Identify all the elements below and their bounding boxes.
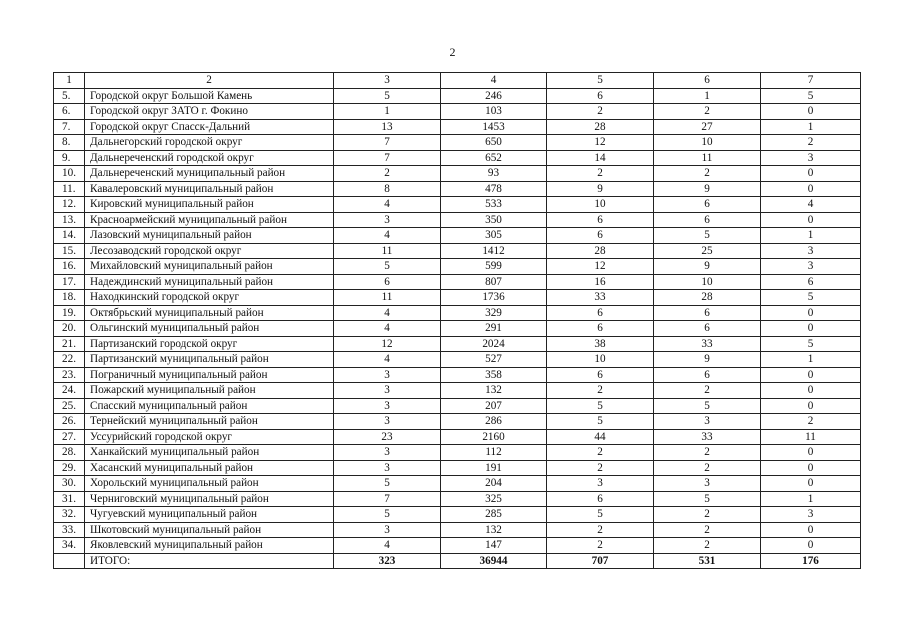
row-number-cell: 32. [54,507,85,523]
col6-cell: 2 [654,460,761,476]
district-name-cell: ИТОГО: [85,553,334,569]
col6-cell: 1 [654,88,761,104]
col4-cell: 305 [441,228,547,244]
col4-cell: 533 [441,197,547,213]
col7-cell: 5 [761,88,861,104]
table-row [54,491,861,507]
table-row [54,166,861,182]
col4-cell: 132 [441,522,547,538]
table-row [54,522,861,538]
district-name-cell: Дальнереченский муниципальный район [85,166,334,182]
district-name-cell: Пограничный муниципальный район [85,367,334,383]
table-row [54,352,861,368]
col6-cell: 3 [654,414,761,430]
col3-cell: 3 [334,522,441,538]
row-number-cell: 16. [54,259,85,275]
col6-cell: 27 [654,119,761,135]
col7-cell: 11 [761,429,861,445]
row-number-cell: 27. [54,429,85,445]
district-name-cell: Находкинский городской округ [85,290,334,306]
col6-cell: 33 [654,429,761,445]
col5-cell: 2 [547,522,654,538]
col4-cell: 652 [441,150,547,166]
col4-cell: 132 [441,383,547,399]
district-name-cell: Дальнегорский городской округ [85,135,334,151]
col5-cell: 28 [547,243,654,259]
district-name-cell: Кировский муниципальный район [85,197,334,213]
row-number-cell: 25. [54,398,85,414]
col6-cell: 6 [654,73,761,89]
row-number-cell: 31. [54,491,85,507]
col7-cell: 0 [761,305,861,321]
col7-cell: 0 [761,321,861,337]
col7-cell: 0 [761,181,861,197]
col7-cell: 1 [761,491,861,507]
col5-cell: 2 [547,166,654,182]
col7-cell: 3 [761,259,861,275]
col3-cell: 3 [334,73,441,89]
col6-cell: 33 [654,336,761,352]
district-name-cell: Городской округ Большой Камень [85,88,334,104]
district-name-cell: Лазовский муниципальный район [85,228,334,244]
col5-cell: 12 [547,135,654,151]
col5-cell: 10 [547,197,654,213]
col5-cell: 2 [547,445,654,461]
col3-cell: 7 [334,491,441,507]
col6-cell: 11 [654,150,761,166]
col5-cell: 28 [547,119,654,135]
col7-cell: 176 [761,553,861,569]
col7-cell: 0 [761,383,861,399]
col6-cell: 9 [654,352,761,368]
table-row [54,414,861,430]
col5-cell: 707 [547,553,654,569]
row-number-cell: 1 [54,73,85,89]
col3-cell: 3 [334,460,441,476]
col4-cell: 204 [441,476,547,492]
col7-cell: 1 [761,119,861,135]
col7-cell: 0 [761,476,861,492]
table-row [54,274,861,290]
col7-cell: 0 [761,212,861,228]
col4-cell: 191 [441,460,547,476]
col4-cell: 2160 [441,429,547,445]
col7-cell: 2 [761,414,861,430]
col7-cell: 0 [761,522,861,538]
col4-cell: 807 [441,274,547,290]
col6-cell: 531 [654,553,761,569]
col6-cell: 2 [654,166,761,182]
col5-cell: 38 [547,336,654,352]
total-row [54,553,861,569]
row-number-cell: 34. [54,538,85,554]
district-name-cell: Ханкайский муниципальный район [85,445,334,461]
col3-cell: 5 [334,507,441,523]
col6-cell: 6 [654,321,761,337]
district-name-cell: Михайловский муниципальный район [85,259,334,275]
col5-cell: 6 [547,491,654,507]
col4-cell: 1453 [441,119,547,135]
col3-cell: 4 [334,321,441,337]
table-row [54,88,861,104]
table-row [54,228,861,244]
col6-cell: 28 [654,290,761,306]
row-number-cell: 11. [54,181,85,197]
col6-cell: 25 [654,243,761,259]
table-row [54,212,861,228]
col7-cell: 4 [761,197,861,213]
col7-cell: 1 [761,228,861,244]
col7-cell: 1 [761,352,861,368]
row-number-cell: 10. [54,166,85,182]
table-header-row [54,73,861,89]
col3-cell: 23 [334,429,441,445]
table-row [54,119,861,135]
table-row [54,259,861,275]
row-number-cell: 30. [54,476,85,492]
col4-cell: 2024 [441,336,547,352]
table-row [54,181,861,197]
col3-cell: 3 [334,398,441,414]
col5-cell: 5 [547,507,654,523]
table-row [54,290,861,306]
col4-cell: 650 [441,135,547,151]
col6-cell: 5 [654,398,761,414]
district-name-cell: Чугуевский муниципальный район [85,507,334,523]
district-name-cell: Спасский муниципальный район [85,398,334,414]
page-number: 2 [449,45,456,59]
col3-cell: 323 [334,553,441,569]
row-number-cell: 28. [54,445,85,461]
col6-cell: 6 [654,367,761,383]
col7-cell: 3 [761,507,861,523]
row-number-cell: 26. [54,414,85,430]
col6-cell: 10 [654,135,761,151]
col4-cell: 147 [441,538,547,554]
col4-cell: 93 [441,166,547,182]
col4-cell: 599 [441,259,547,275]
district-name-cell: Уссурийский городской округ [85,429,334,445]
col3-cell: 3 [334,212,441,228]
col6-cell: 2 [654,383,761,399]
table-row [54,150,861,166]
col7-cell: 0 [761,166,861,182]
col5-cell: 12 [547,259,654,275]
col5-cell: 2 [547,104,654,120]
col6-cell: 10 [654,274,761,290]
row-number-cell: 7. [54,119,85,135]
row-number-cell: 12. [54,197,85,213]
table-row [54,429,861,445]
col7-cell: 7 [761,73,861,89]
col4-cell: 478 [441,181,547,197]
col4-cell: 4 [441,73,547,89]
col4-cell: 103 [441,104,547,120]
district-name-cell: Лесозаводский городской округ [85,243,334,259]
col3-cell: 3 [334,414,441,430]
row-number-cell: 6. [54,104,85,120]
col4-cell: 350 [441,212,547,228]
col5-cell: 3 [547,476,654,492]
col3-cell: 4 [334,538,441,554]
district-name-cell: Черниговский муниципальный район [85,491,334,507]
col6-cell: 9 [654,259,761,275]
col5-cell: 9 [547,181,654,197]
col7-cell: 5 [761,290,861,306]
table-row [54,538,861,554]
col5-cell: 5 [547,398,654,414]
row-number-cell: 17. [54,274,85,290]
col3-cell: 1 [334,104,441,120]
col3-cell: 3 [334,383,441,399]
row-number-cell: 9. [54,150,85,166]
col3-cell: 5 [334,476,441,492]
col7-cell: 2 [761,135,861,151]
table-row [54,383,861,399]
col3-cell: 11 [334,243,441,259]
statistics-table [53,72,861,569]
col6-cell: 2 [654,507,761,523]
table-row [54,367,861,383]
district-name-cell: Партизанский городской округ [85,336,334,352]
district-name-cell: Хорольский муниципальный район [85,476,334,492]
col5-cell: 2 [547,538,654,554]
col5-cell: 2 [547,383,654,399]
row-number-cell: 5. [54,88,85,104]
district-name-cell: Городской округ Спасск-Дальний [85,119,334,135]
table-row [54,476,861,492]
col5-cell: 14 [547,150,654,166]
col3-cell: 7 [334,150,441,166]
col5-cell: 6 [547,88,654,104]
col3-cell: 12 [334,336,441,352]
row-number-cell: 20. [54,321,85,337]
col6-cell: 6 [654,305,761,321]
col3-cell: 8 [334,181,441,197]
col4-cell: 36944 [441,553,547,569]
col3-cell: 4 [334,352,441,368]
col4-cell: 207 [441,398,547,414]
col5-cell: 6 [547,212,654,228]
col3-cell: 2 [334,166,441,182]
col3-cell: 13 [334,119,441,135]
district-name-cell: 2 [85,73,334,89]
table-row [54,507,861,523]
col3-cell: 6 [334,274,441,290]
row-number-cell: 18. [54,290,85,306]
col5-cell: 10 [547,352,654,368]
col5-cell: 16 [547,274,654,290]
col5-cell: 5 [547,73,654,89]
col7-cell: 6 [761,274,861,290]
district-name-cell: Яковлевский муниципальный район [85,538,334,554]
row-number-cell: 15. [54,243,85,259]
col4-cell: 286 [441,414,547,430]
district-name-cell: Партизанский муниципальный район [85,352,334,368]
col6-cell: 6 [654,197,761,213]
col3-cell: 3 [334,445,441,461]
district-name-cell: Красноармейский муниципальный район [85,212,334,228]
col3-cell: 5 [334,88,441,104]
table-row [54,197,861,213]
col6-cell: 5 [654,491,761,507]
col6-cell: 3 [654,476,761,492]
col7-cell: 0 [761,460,861,476]
district-name-cell: Тернейский муниципальный район [85,414,334,430]
col6-cell: 5 [654,228,761,244]
col6-cell: 2 [654,538,761,554]
district-name-cell: Октябрьский муниципальный район [85,305,334,321]
col7-cell: 0 [761,445,861,461]
col3-cell: 11 [334,290,441,306]
row-number-cell: 19. [54,305,85,321]
col6-cell: 9 [654,181,761,197]
row-number-cell: 33. [54,522,85,538]
col4-cell: 112 [441,445,547,461]
district-name-cell: Пожарский муниципальный район [85,383,334,399]
col6-cell: 2 [654,445,761,461]
col7-cell: 3 [761,243,861,259]
col5-cell: 33 [547,290,654,306]
row-number-cell: 14. [54,228,85,244]
row-number-cell [54,553,85,569]
table-row [54,398,861,414]
col4-cell: 1736 [441,290,547,306]
row-number-cell: 24. [54,383,85,399]
col7-cell: 0 [761,398,861,414]
col3-cell: 4 [334,305,441,321]
col7-cell: 0 [761,538,861,554]
col6-cell: 2 [654,104,761,120]
col5-cell: 6 [547,321,654,337]
col6-cell: 2 [654,522,761,538]
col4-cell: 291 [441,321,547,337]
col5-cell: 6 [547,367,654,383]
col6-cell: 6 [654,212,761,228]
col3-cell: 7 [334,135,441,151]
row-number-cell: 29. [54,460,85,476]
col7-cell: 0 [761,104,861,120]
district-name-cell: Кавалеровский муниципальный район [85,181,334,197]
district-name-cell: Шкотовский муниципальный район [85,522,334,538]
col4-cell: 285 [441,507,547,523]
district-name-cell: Дальнереченский городской округ [85,150,334,166]
table-row [54,445,861,461]
col5-cell: 44 [547,429,654,445]
col3-cell: 4 [334,228,441,244]
col3-cell: 4 [334,197,441,213]
col4-cell: 246 [441,88,547,104]
table-row [54,460,861,476]
col5-cell: 6 [547,228,654,244]
col4-cell: 358 [441,367,547,383]
table-row [54,336,861,352]
district-name-cell: Городской округ ЗАТО г. Фокино [85,104,334,120]
col5-cell: 2 [547,460,654,476]
table-row [54,135,861,151]
col7-cell: 5 [761,336,861,352]
col4-cell: 1412 [441,243,547,259]
col4-cell: 325 [441,491,547,507]
table-row [54,305,861,321]
row-number-cell: 23. [54,367,85,383]
col4-cell: 329 [441,305,547,321]
district-name-cell: Хасанский муниципальный район [85,460,334,476]
col5-cell: 5 [547,414,654,430]
col7-cell: 3 [761,150,861,166]
col3-cell: 3 [334,367,441,383]
table-row [54,321,861,337]
district-name-cell: Ольгинский муниципальный район [85,321,334,337]
district-name-cell: Надеждинский муниципальный район [85,274,334,290]
row-number-cell: 22. [54,352,85,368]
col4-cell: 527 [441,352,547,368]
row-number-cell: 8. [54,135,85,151]
table-row [54,243,861,259]
col5-cell: 6 [547,305,654,321]
row-number-cell: 21. [54,336,85,352]
table-row [54,104,861,120]
col7-cell: 0 [761,367,861,383]
col3-cell: 5 [334,259,441,275]
row-number-cell: 13. [54,212,85,228]
